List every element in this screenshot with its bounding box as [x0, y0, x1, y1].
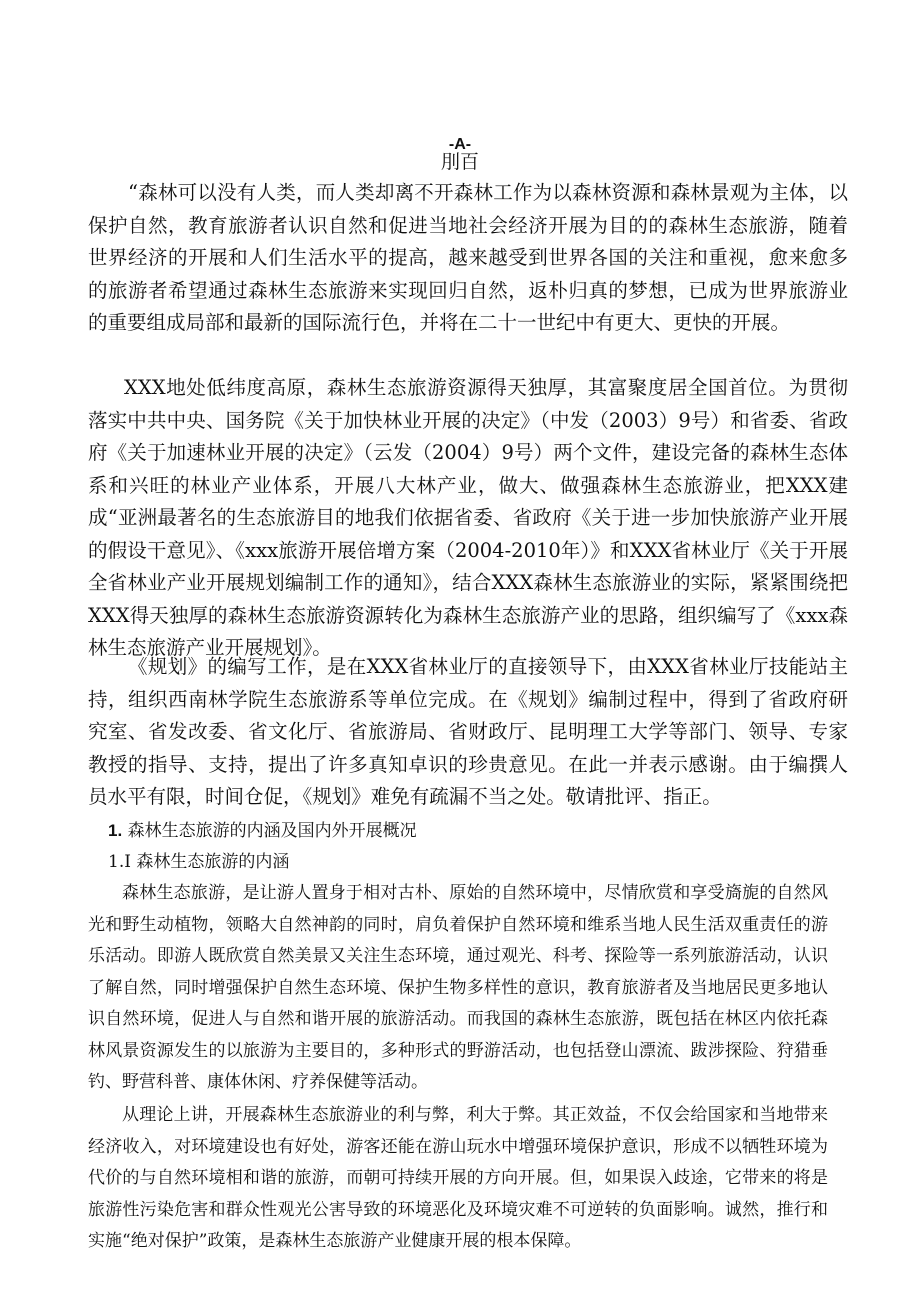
page-header-mark: -A- [448, 136, 472, 153]
section-number: 1. [108, 821, 123, 840]
section-heading-1-1 [108, 851, 289, 873]
paragraph-acknowledgement: 《规划》的编写工作，是在XXX省林业厅的直接领导下，由XXX省林业厅技能站主持，组织西南林学院生态旅游系等单位完成。在《规划》编制过程中，得到了省政府研究室、省发改委、省文化厅、省旅游局、省财政厅、昆明理工大学等部门、领导、专家教授的指导、支持，提出了许多真知卓识的珍贵意见。在此一并表示感谢。由于编撰人员水平有限，时间仓促，《规划》难免有疏漏不当之处。敬请批评、指正。 [88, 655, 848, 808]
paragraph-pros-cons: 从理论上讲，开展森林生态旅游业的利与弊，利大于弊。其正效益，不仅会给国家和当地带来经济收入，对环境建设也有好处，游客还能在游山玩水中增强环境保护意识，形成不以牺牲环境为代价的与自然环境相和谐的旅游，而朝可持续开展的方向开展。但，如果误入歧途，它带来的将是旅游性污染危害和群众性观光公害导致的环境恶化及环境灾难不可逆转的负面影响。诚然，推行和实施“绝对保护”政策，是森林生态旅游产业健康开展的根本保障。 [88, 1105, 828, 1251]
paragraph-background: XXX地处低纬度高原，森林生态旅游资源得天独厚，其富聚度居全国首位。为贯彻落实中共中央、国务院《关于加快林业开展的决定》（中发（2003）9号）和省委、省政府《关于加速林业开展的决定》（云发（2004）9号）两个文件，建设完备的森林生态体系和兴旺的林业产业体系，开展八大林产业，做大、做强森林生态旅游业，把XXX建成“亚洲最著名的生态旅游目的地我们依据省委、省政府《关于进一步加快旅游产业开展的假设干意见》、《xxx旅游开展倍增方案（2004-2010年）》和XXX省林业厅《关于开展全省林业产业开展规划编制工作的通知》，结合XXX森林生态旅游业的实际，紧紧围绕把XXX得天独厚的森林生态旅游资源转化为森林生态旅游产业的思路，组织编写了《xxx森林生态旅游产业开展规划》。 [88, 376, 848, 659]
section-title: 森林生态旅游的内涵及国内外开展概况 [127, 821, 417, 841]
subsection-title: 森林生态旅游的内涵 [136, 852, 290, 872]
page-title: 刖百 [440, 151, 479, 173]
paragraph-intro: “森林可以没有人类，而人类却离不开森林工作为以森林资源和森林景观为主体，以保护自然，教育旅游者认识自然和促进当地社会经济开展为目的的森林生态旅游，随着世界经济的开展和人们生活水平的提高，越来越受到世界各国的关注和重视，愈来愈多的旅游者希望通过森林生态旅游来实现回归自然，返朴归真的梦想，已成为世界旅游业的重要组成局部和最新的国际流行色，并将在二十一世纪中有更大、更快的开展。 [88, 181, 848, 334]
section-heading-1 [108, 820, 417, 842]
paragraph-definition: 森林生态旅游，是让游人置身于相对古朴、原始的自然环境中，尽情欣赏和享受旖旎的自然风光和野生动植物，领略大自然神韵的同时，肩负着保护自然环境和维系当地人民生活双重责任的游乐活动。即游人既欣赏自然美景又关注生态环境，通过观光、科考、探险等一系列旅游活动，认识了解自然，同时增强保护自然生态环境、保护生物多样性的意识，教育旅游者及当地居民更多地认识自然环境，促进人与自然和谐开展的旅游活动。而我国的森林生态旅游，既包括在林区内依托森林风景资源发生的以旅游为主要目的，多种形式的野游活动，也包括登山漂流、跋涉探险、狩猎垂钓、野营科普、康体休闲、疗养保健等活动。 [88, 883, 828, 1092]
subsection-number: 1.I [108, 852, 131, 872]
